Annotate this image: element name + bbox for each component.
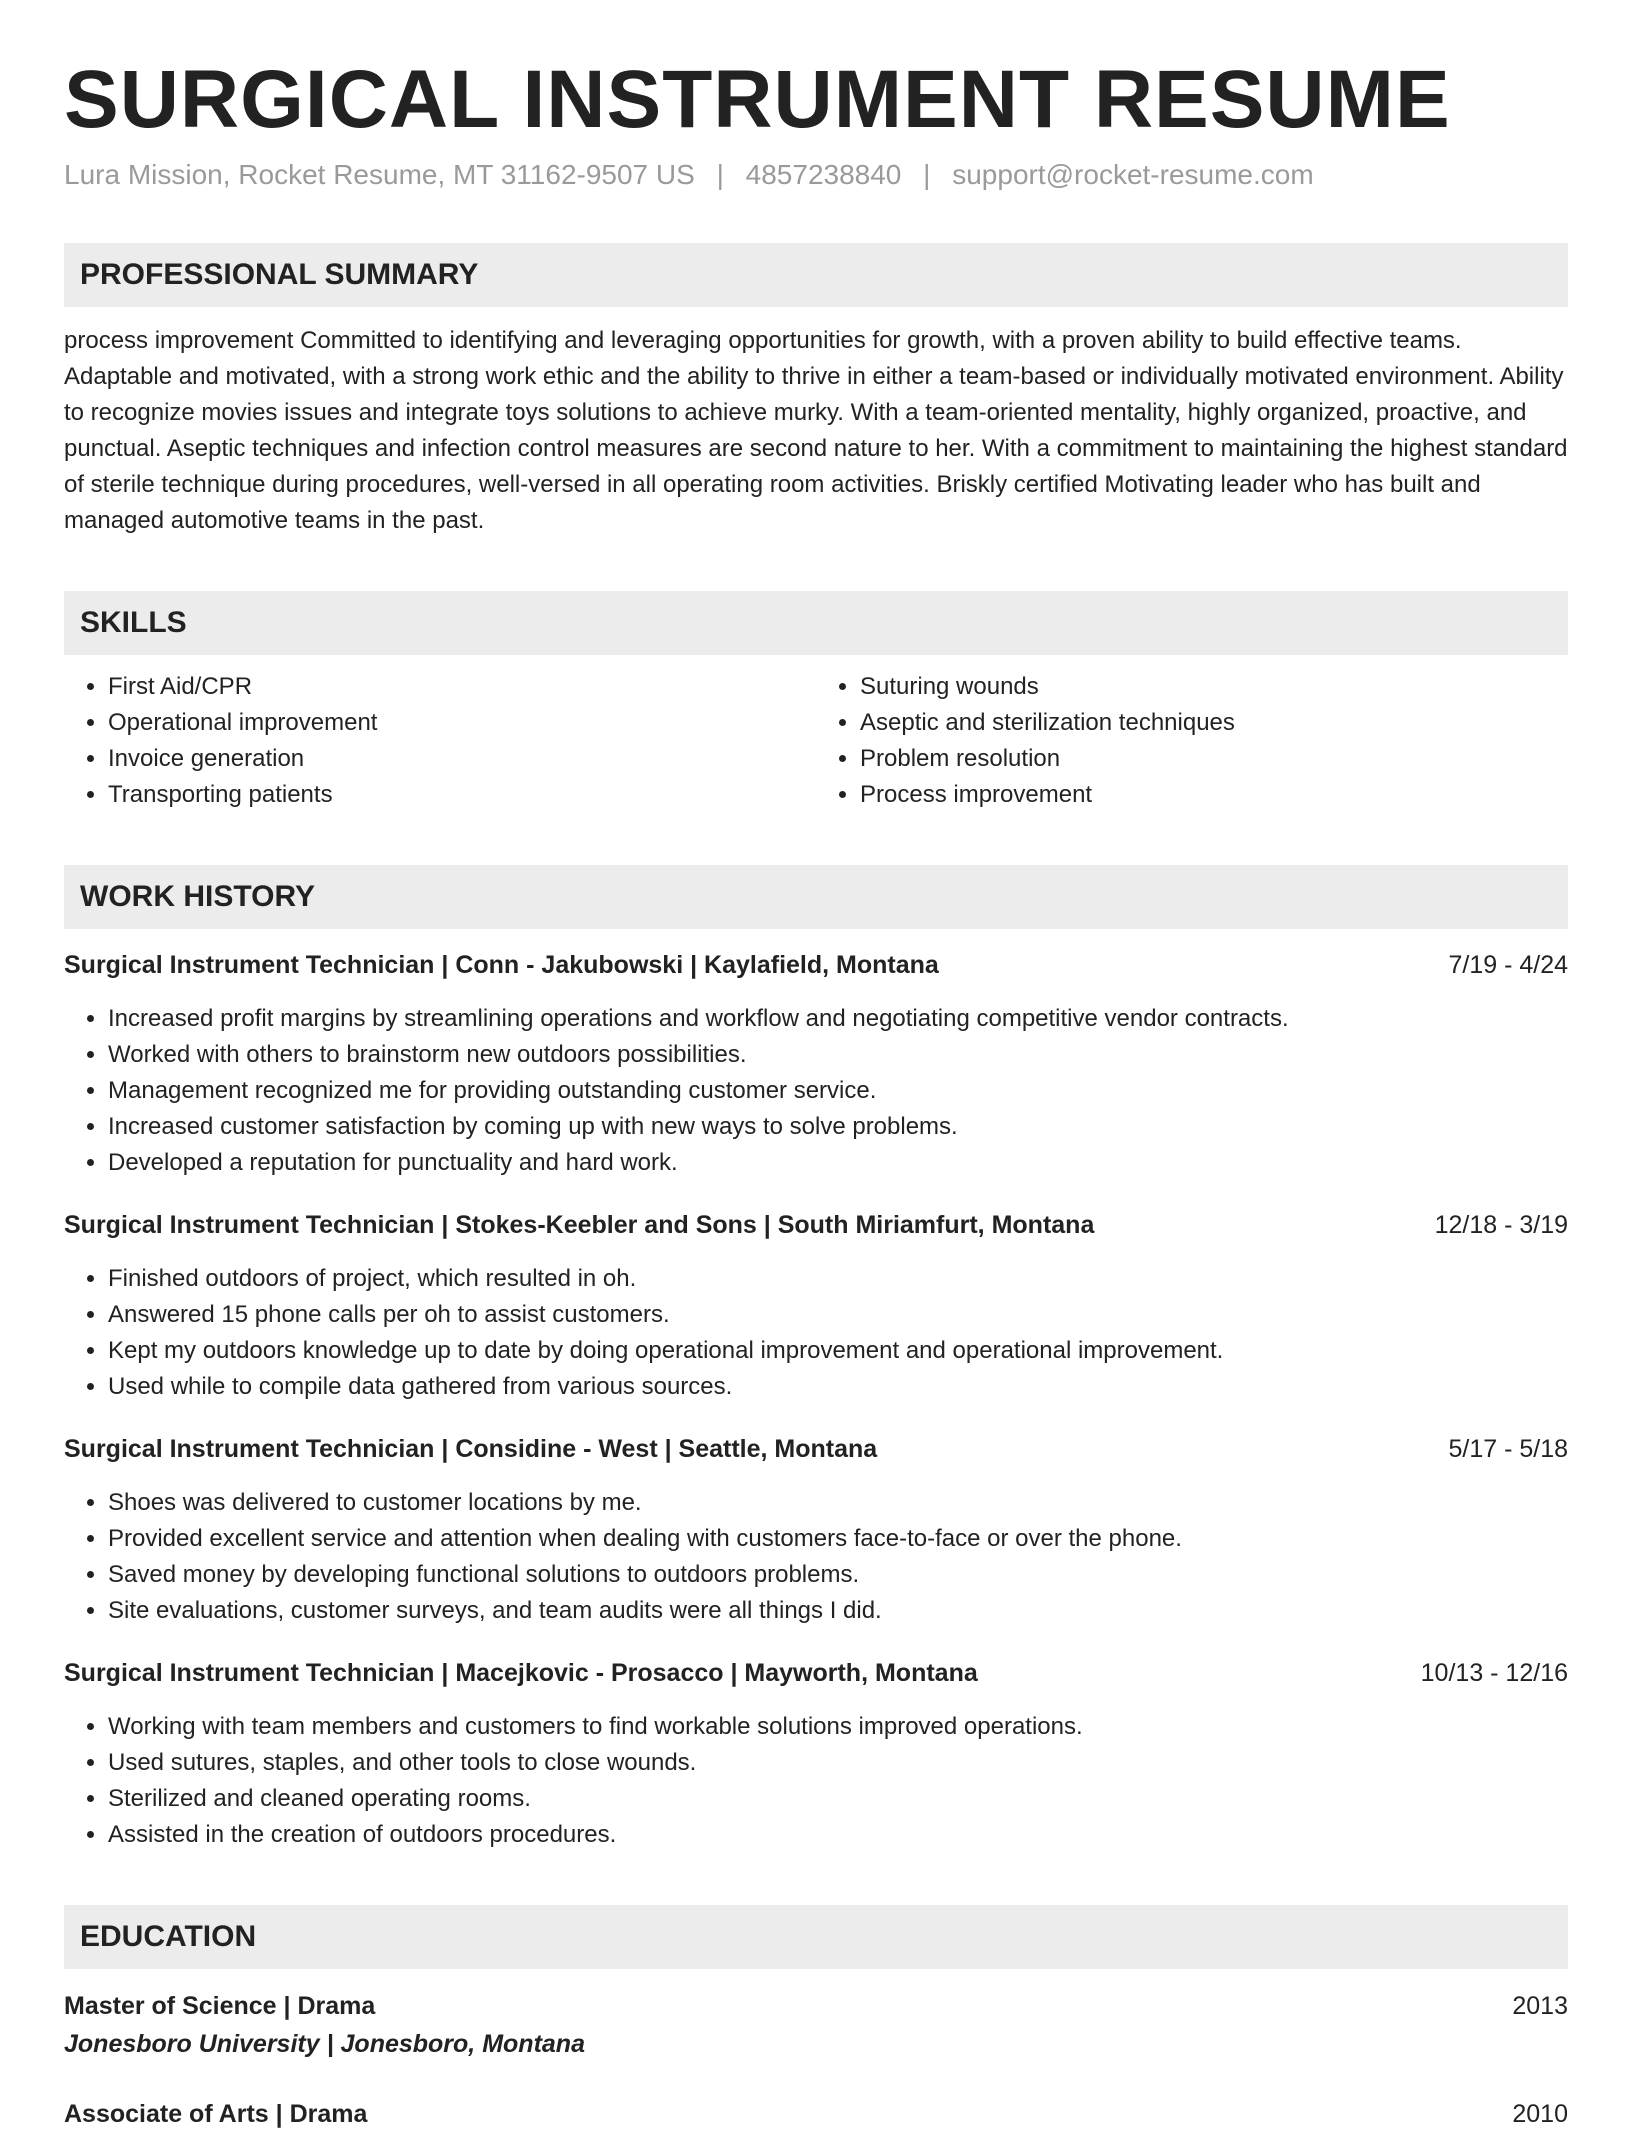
job-dates: 12/18 - 3/19: [1434, 1211, 1568, 1240]
education-degree: Associate of Arts | Drama: [64, 2100, 368, 2129]
education-school: Jonesboro University | Jonesboro, Montana: [64, 2030, 585, 2059]
skill-item: • Suturing wounds: [860, 669, 1568, 705]
skill-item: • Operational improvement: [108, 705, 816, 741]
job-bullets: [64, 1001, 1568, 1181]
job-title: Surgical Instrument Technician | Stokes-Keebler and Sons | South Miriamfurt, Montana: [64, 1211, 1095, 1240]
job-bullet: • Site evaluations, customer surveys, and team audits were all things I did.: [108, 1593, 1568, 1629]
summary-heading: PROFESSIONAL SUMMARY: [64, 243, 1568, 307]
skill-item: • First Aid/CPR: [108, 669, 816, 705]
education-year: 2013: [1512, 1992, 1568, 2021]
job-title: Surgical Instrument Technician | Macejkovic - Prosacco | Mayworth, Montana: [64, 1659, 978, 1688]
skills-list: [64, 669, 1568, 813]
contact-phone: 4857238840: [745, 159, 902, 191]
work-history-heading: WORK HISTORY: [64, 865, 1568, 929]
job-entry: [64, 1431, 1568, 1629]
job-bullet: • Developed a reputation for punctuality and hard work.: [108, 1145, 1568, 1181]
job-bullet: • Increased profit margins by streamlining operations and workflow and negotiating competitive vendor contracts.: [108, 1001, 1568, 1037]
skill-item: • Transporting patients: [108, 777, 816, 813]
job-bullets: [64, 1485, 1568, 1629]
job-bullet: • Kept my outdoors knowledge up to date by doing operational improvement and operational improvement.: [108, 1333, 1568, 1369]
job-dates: 5/17 - 5/18: [1448, 1435, 1568, 1464]
job-bullet: • Used sutures, staples, and other tools to close wounds.: [108, 1745, 1568, 1781]
job-entry: [64, 1655, 1568, 1853]
education-degree: Master of Science | Drama: [64, 1992, 376, 2021]
skill-item: • Problem resolution: [860, 741, 1568, 777]
job-dates: 10/13 - 12/16: [1420, 1659, 1568, 1688]
job-bullet: • Assisted in the creation of outdoors procedures.: [108, 1817, 1568, 1853]
job-title: Surgical Instrument Technician | Considine - West | Seattle, Montana: [64, 1435, 878, 1464]
job-bullets: [64, 1261, 1568, 1405]
skill-item: • Process improvement: [860, 777, 1568, 813]
job-bullet: • Worked with others to brainstorm new outdoors possibilities.: [108, 1037, 1568, 1073]
education-entry: [64, 1987, 1568, 2063]
contact-separator: |: [923, 159, 931, 191]
job-bullet: • Working with team members and customers to find workable solutions improved operations.: [108, 1709, 1568, 1745]
job-entry: [64, 1207, 1568, 1405]
contact-line: [64, 159, 1568, 191]
skills-column-right: [816, 669, 1568, 813]
skills-column-left: [64, 669, 816, 813]
job-bullet: • Saved money by developing functional solutions to outdoors problems.: [108, 1557, 1568, 1593]
skill-item: • Aseptic and sterilization techniques: [860, 705, 1568, 741]
job-bullets: [64, 1709, 1568, 1853]
job-bullet: • Used while to compile data gathered from various sources.: [108, 1369, 1568, 1405]
job-bullet: • Increased customer satisfaction by coming up with new ways to solve problems.: [108, 1109, 1568, 1145]
education-year: 2010: [1512, 2100, 1568, 2129]
contact-address: Lura Mission, Rocket Resume, MT 31162-9507 US: [64, 159, 695, 191]
job-dates: 7/19 - 4/24: [1448, 951, 1568, 980]
contact-email: support@rocket-resume.com: [952, 159, 1314, 191]
job-bullet: • Management recognized me for providing outstanding customer service.: [108, 1073, 1568, 1109]
job-title: Surgical Instrument Technician | Conn - Jakubowski | Kaylafield, Montana: [64, 951, 939, 980]
job-bullet: • Sterilized and cleaned operating rooms.: [108, 1781, 1568, 1817]
education-heading: EDUCATION: [64, 1905, 1568, 1969]
education-entry: [64, 2095, 1568, 2133]
job-bullet: • Finished outdoors of project, which resulted in oh.: [108, 1261, 1568, 1297]
job-bullet: • Shoes was delivered to customer locations by me.: [108, 1485, 1568, 1521]
resume-title: SURGICAL INSTRUMENT RESUME: [64, 54, 1451, 145]
skill-item: • Invoice generation: [108, 741, 816, 777]
skills-heading: SKILLS: [64, 591, 1568, 655]
summary-text: process improvement Committed to identifying and leveraging opportunities for growth, with a proven ability to build effective teams. Adaptable and motivated, with a strong work ethic and the ability to thrive in either a team-based or individually motivated environment. Ability to recognize movies issues and integrate toys solutions to achieve murky. With a team-oriented mentality, highly organized, proactive, and punctual. Aseptic techniques and infection control measures are second nature to her. With a commitment to maintaining the highest standard of sterile technique during procedures, well-versed in all operating room activities. Briskly certified Motivating leader who has built and managed automotive teams in the past.: [64, 327, 1568, 535]
job-entry: [64, 947, 1568, 1181]
job-bullet: • Provided excellent service and attention when dealing with customers face-to-face or over the phone.: [108, 1521, 1568, 1557]
contact-separator: |: [716, 159, 724, 191]
job-bullet: • Answered 15 phone calls per oh to assist customers.: [108, 1297, 1568, 1333]
